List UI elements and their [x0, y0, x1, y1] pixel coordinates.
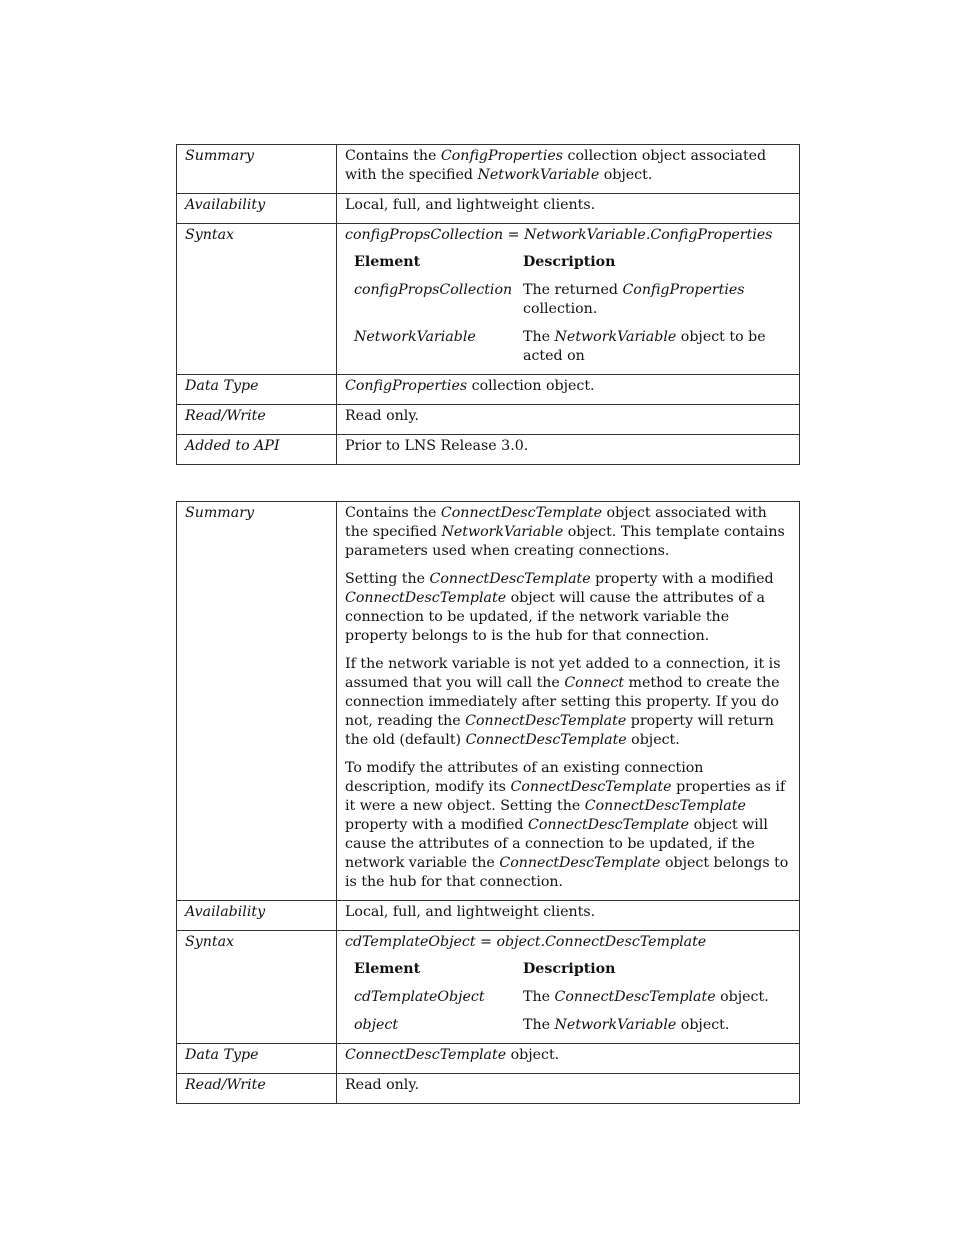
element-table-header [345, 253, 791, 281]
read-write-value: Read only. [337, 1074, 800, 1104]
summary-paragraph: To modify the attributes of an existing connection description, modify its ConnectDescTemplate properties as if it were a new object. Setting the ConnectDescTemplate property with a modified ConnectDescTemplate object will cause the attributes of a connection to be updated, if the network variable the ConnectDescTemplate object belongs to is the hub for that connection. [345, 760, 789, 890]
summary-row [177, 145, 800, 194]
added-to-api-value: Prior to LNS Release 3.0. [337, 435, 800, 465]
summary-paragraph: Setting the ConnectDescTemplate property with a modified ConnectDescTemplate object will cause the attributes of a connection to be updated, if the network variable the property belongs to is the hub for that connection. [345, 571, 774, 644]
summary-value [337, 502, 800, 901]
syntax-line: configPropsCollection = NetworkVariable.ConfigProperties [345, 227, 773, 243]
element-row [345, 328, 791, 366]
element-description: The NetworkVariable object to be acted on [523, 329, 766, 364]
read-write-row [177, 405, 800, 435]
summary-label: Summary [177, 502, 337, 901]
read-write-label: Read/Write [177, 405, 337, 435]
syntax-element-table [345, 960, 791, 1035]
element-header: Element [354, 254, 421, 270]
description-header: Description [523, 961, 616, 977]
syntax-value [337, 224, 800, 375]
data-type-label: Data Type [177, 1044, 337, 1074]
element-name: NetworkVariable [354, 329, 476, 345]
added-to-api-label: Added to API [177, 435, 337, 465]
syntax-label: Syntax [177, 224, 337, 375]
element-description: The NetworkVariable object. [523, 1017, 730, 1033]
summary-row [177, 502, 800, 901]
read-write-value: Read only. [337, 405, 800, 435]
element-row [345, 988, 791, 1016]
availability-value: Local, full, and lightweight clients. [337, 194, 800, 224]
data-type-value: ConnectDescTemplate object. [337, 1044, 800, 1074]
summary-paragraph: Contains the ConfigProperties collection object associated with the specified NetworkVariable object. [345, 148, 767, 183]
read-write-label: Read/Write [177, 1074, 337, 1104]
summary-paragraph: Contains the ConnectDescTemplate object associated with the specified NetworkVariable object. This template contains parameters used when creating connections. [345, 505, 785, 559]
added-to-api-row [177, 435, 800, 465]
data-type-value: ConfigProperties collection object. [337, 375, 800, 405]
data-type-row [177, 1044, 800, 1074]
availability-label: Availability [177, 194, 337, 224]
element-description: The returned ConfigProperties collection. [523, 282, 745, 317]
syntax-element-table [345, 253, 791, 366]
config-properties-table [176, 144, 800, 465]
element-description: The ConnectDescTemplate object. [523, 989, 769, 1005]
data-type-row [177, 375, 800, 405]
element-row [345, 281, 791, 328]
syntax-line: cdTemplateObject = object.ConnectDescTemplate [345, 934, 707, 950]
syntax-value [337, 931, 800, 1044]
availability-label: Availability [177, 901, 337, 931]
summary-value [337, 145, 800, 194]
availability-row [177, 194, 800, 224]
element-name: configPropsCollection [354, 282, 513, 298]
data-type-label: Data Type [177, 375, 337, 405]
element-header: Element [354, 961, 421, 977]
description-header: Description [523, 254, 616, 270]
element-table-header [345, 960, 791, 988]
element-name: object [354, 1017, 399, 1033]
syntax-label: Syntax [177, 931, 337, 1044]
connect-desc-template-table [176, 501, 800, 1104]
summary-label: Summary [177, 145, 337, 194]
element-name: cdTemplateObject [354, 989, 485, 1005]
summary-paragraph: If the network variable is not yet added to a connection, it is assumed that you will call the Connect method to create the connection immediately after setting this property. If you do not, reading the ConnectDescTemplate property will return the old (default) ConnectDescTemplate object. [345, 656, 781, 748]
availability-value: Local, full, and lightweight clients. [337, 901, 800, 931]
read-write-row [177, 1074, 800, 1104]
element-row [345, 1016, 791, 1035]
availability-row [177, 901, 800, 931]
syntax-row [177, 224, 800, 375]
syntax-row [177, 931, 800, 1044]
